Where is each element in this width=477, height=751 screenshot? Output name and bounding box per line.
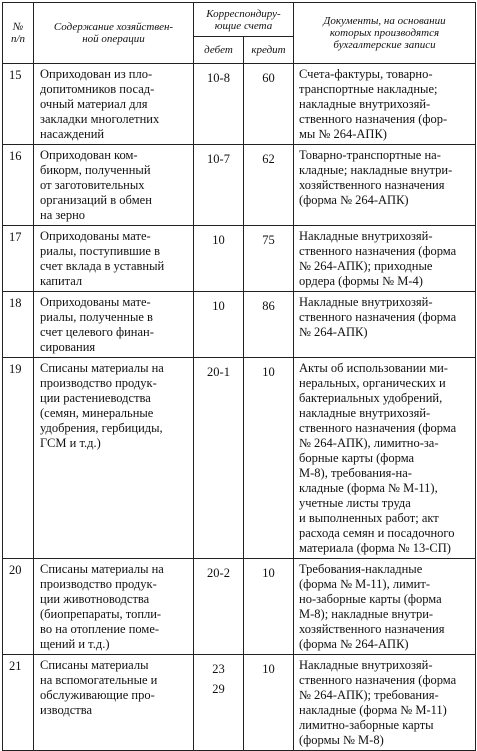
row-number: 19 <box>3 358 34 559</box>
table-row <box>3 226 476 292</box>
document-line: Накладные внутрихозяй- <box>299 295 433 309</box>
operation-description <box>34 559 194 655</box>
description-line: Списаны материалы на <box>40 562 164 576</box>
debit-value: 10-8 <box>207 71 230 85</box>
document-line: (форма № 264-АПК) <box>299 193 409 207</box>
source-documents <box>294 559 476 655</box>
document-line: (форма № М-11), лимит- <box>299 577 430 591</box>
row-number: 17 <box>3 226 34 292</box>
document-line: М-8); накладные внутри- <box>299 607 434 621</box>
header-number <box>3 3 34 64</box>
description-line: ГСМ и т.д.) <box>40 436 101 450</box>
description-line: риалы, полученные в <box>40 310 153 324</box>
header-documents-line: которых производятся <box>329 27 440 39</box>
row-number: 20 <box>3 559 34 655</box>
debit-account <box>194 145 244 226</box>
document-line: ственного назначения (форма <box>299 310 457 324</box>
description-line: изводства <box>40 703 92 717</box>
credit-value: 60 <box>262 71 275 85</box>
source-documents <box>294 292 476 358</box>
document-line: и выполненных работ; акт <box>299 511 439 525</box>
table-row <box>3 145 476 226</box>
description-line: ции растениеводства <box>40 391 151 405</box>
debit-account <box>194 64 244 145</box>
document-line: Товарно-транспортные на- <box>299 148 441 162</box>
source-documents <box>294 655 476 751</box>
header-content-line: Содержание хозяйствен- <box>53 21 174 33</box>
description-line: на вспомогательные и <box>40 673 158 687</box>
description-line: очный материал для <box>40 97 148 111</box>
description-line: на зерно <box>40 208 86 222</box>
document-line: ственного назначения (фор- <box>299 112 448 126</box>
header-debit: дебет <box>194 37 244 64</box>
credit-account <box>244 655 294 751</box>
description-line: во на отопление поме- <box>40 622 160 636</box>
document-line: материала (форма № 13-СП) <box>299 541 451 555</box>
document-line: учетные листы труда <box>299 496 411 510</box>
debit-value: 10-7 <box>207 152 230 166</box>
document-line: хозяйственного назначения <box>299 622 445 636</box>
document-line: Акты об использовании ми- <box>299 361 448 375</box>
document-line: бактериальных удобрений, <box>299 391 443 405</box>
document-line: кладные; накладные внутри- <box>299 163 453 177</box>
table-row <box>3 358 476 559</box>
document-line: ственного назначения (форма <box>299 421 457 435</box>
document-line: транспортные накладные; <box>299 82 438 96</box>
header-content <box>34 3 194 64</box>
credit-value: 86 <box>262 299 275 313</box>
document-line: лимитно-заборные карты <box>299 718 434 732</box>
description-line: Оприходован ком- <box>40 148 138 162</box>
header-documents-line: Документы, на основании <box>323 15 446 27</box>
debit-value: 23 <box>212 662 225 676</box>
credit-account <box>244 559 294 655</box>
table-row <box>3 559 476 655</box>
header-number-line: № <box>12 21 24 33</box>
debit-value: 20-2 <box>207 566 230 580</box>
description-line: производство продук- <box>40 376 157 390</box>
description-line: бикорм, полученный <box>40 163 151 177</box>
description-line: закладки многолетних <box>40 112 160 126</box>
source-documents <box>294 145 476 226</box>
document-line: № 264-АПК) <box>299 325 368 339</box>
description-line: Оприходованы мате- <box>40 229 151 243</box>
header-number-line: п/п <box>10 33 26 45</box>
document-line: М-8), требования-на- <box>299 466 412 480</box>
document-line: (форма № 264-АПК) <box>299 637 409 651</box>
document-line: накладные внутрихозяй- <box>299 97 431 111</box>
description-line: (семян, минеральные <box>40 406 154 420</box>
document-line: расхода семян и посадочного <box>299 526 455 540</box>
row-number: 16 <box>3 145 34 226</box>
operation-description <box>34 145 194 226</box>
credit-account <box>244 358 294 559</box>
header-documents <box>294 3 476 64</box>
debit-value: 20-1 <box>207 365 230 379</box>
debit-value: 29 <box>212 682 225 696</box>
table-body <box>3 64 476 751</box>
document-line: мы № 264-АПК) <box>299 127 387 141</box>
document-line: (формы № М-8) <box>299 733 384 747</box>
row-number: 18 <box>3 292 34 358</box>
description-line: Списаны материалы <box>40 658 149 672</box>
table-row <box>3 655 476 751</box>
document-line: ственного назначения (форма <box>299 673 457 687</box>
header-documents-line: бухгалтерские записи <box>333 39 436 51</box>
description-line: капитал <box>40 274 83 288</box>
operation-description <box>34 292 194 358</box>
table-row <box>3 64 476 145</box>
debit-account <box>194 292 244 358</box>
source-documents <box>294 64 476 145</box>
document-line: но-заборные карты (форма <box>299 592 442 606</box>
debit-account <box>194 559 244 655</box>
description-line: Списаны материалы на <box>40 361 164 375</box>
document-line: борные карты (форма <box>299 451 415 465</box>
description-line: (биопрепараты, топли- <box>40 607 162 621</box>
operation-description <box>34 226 194 292</box>
credit-value: 75 <box>262 233 275 247</box>
document-line: Накладные внутрихозяй- <box>299 229 433 243</box>
credit-account <box>244 226 294 292</box>
document-line: Накладные внутрихозяй- <box>299 658 433 672</box>
row-number: 21 <box>3 655 34 751</box>
header-content-line: ной операции <box>82 33 145 45</box>
document-line: кладные (форма № М-11), <box>299 481 438 495</box>
debit-value: 10 <box>212 233 225 247</box>
source-documents <box>294 226 476 292</box>
debit-account <box>194 358 244 559</box>
header-accounts-line: Корреспондиру- <box>206 7 281 20</box>
document-line: ственного назначения (форма <box>299 244 457 258</box>
document-line: Счета-фактуры, товарно- <box>299 67 433 81</box>
credit-value: 62 <box>262 152 275 166</box>
document-line: № 264-АПК); приходные <box>299 259 433 273</box>
description-line: Оприходован из пло- <box>40 67 153 81</box>
description-line: щений и т.д.) <box>40 637 110 651</box>
description-line: сирования <box>40 340 96 354</box>
description-line: от заготовительных <box>40 178 145 192</box>
credit-value: 10 <box>262 662 275 676</box>
credit-value: 10 <box>262 566 275 580</box>
debit-value: 10 <box>212 299 225 313</box>
document-line: № 264-АПК), лимитно-за- <box>299 436 439 450</box>
description-line: счет вклада в уставный <box>40 259 165 273</box>
description-line: риалы, поступившие в <box>40 244 161 258</box>
header-accounts <box>194 3 294 37</box>
debit-account <box>194 226 244 292</box>
document-line: Требования-накладные <box>299 562 423 576</box>
description-line: насаждений <box>40 127 105 141</box>
header-accounts-line: ющие счета <box>214 19 273 32</box>
document-line: № 264-АПК); требования- <box>299 688 439 702</box>
description-line: допитомников посад- <box>40 82 155 96</box>
description-line: удобрения, гербициды, <box>40 421 163 435</box>
header-credit: кредит <box>244 37 294 64</box>
table-row <box>3 292 476 358</box>
document-line: хозяйственного назначения <box>299 178 445 192</box>
credit-account <box>244 145 294 226</box>
credit-account <box>244 64 294 145</box>
description-line: производство продук- <box>40 577 157 591</box>
accounting-entries-table <box>2 2 476 751</box>
row-number: 15 <box>3 64 34 145</box>
source-documents <box>294 358 476 559</box>
document-line: ордера (формы № М-4) <box>299 274 423 288</box>
description-line: организаций в обмен <box>40 193 152 207</box>
document-line: неральных, органических и <box>299 376 446 390</box>
description-line: Оприходованы мате- <box>40 295 151 309</box>
document-line: накладные (форма № М-11) <box>299 703 447 717</box>
description-line: ции животноводства <box>40 592 150 606</box>
operation-description <box>34 64 194 145</box>
document-line: накладные внутрихозяй- <box>299 406 431 420</box>
credit-value: 10 <box>262 365 275 379</box>
credit-account <box>244 292 294 358</box>
operation-description <box>34 655 194 751</box>
description-line: счет целевого финан- <box>40 325 154 339</box>
description-line: обслуживающие про- <box>40 688 155 702</box>
operation-description <box>34 358 194 559</box>
debit-account <box>194 655 244 751</box>
